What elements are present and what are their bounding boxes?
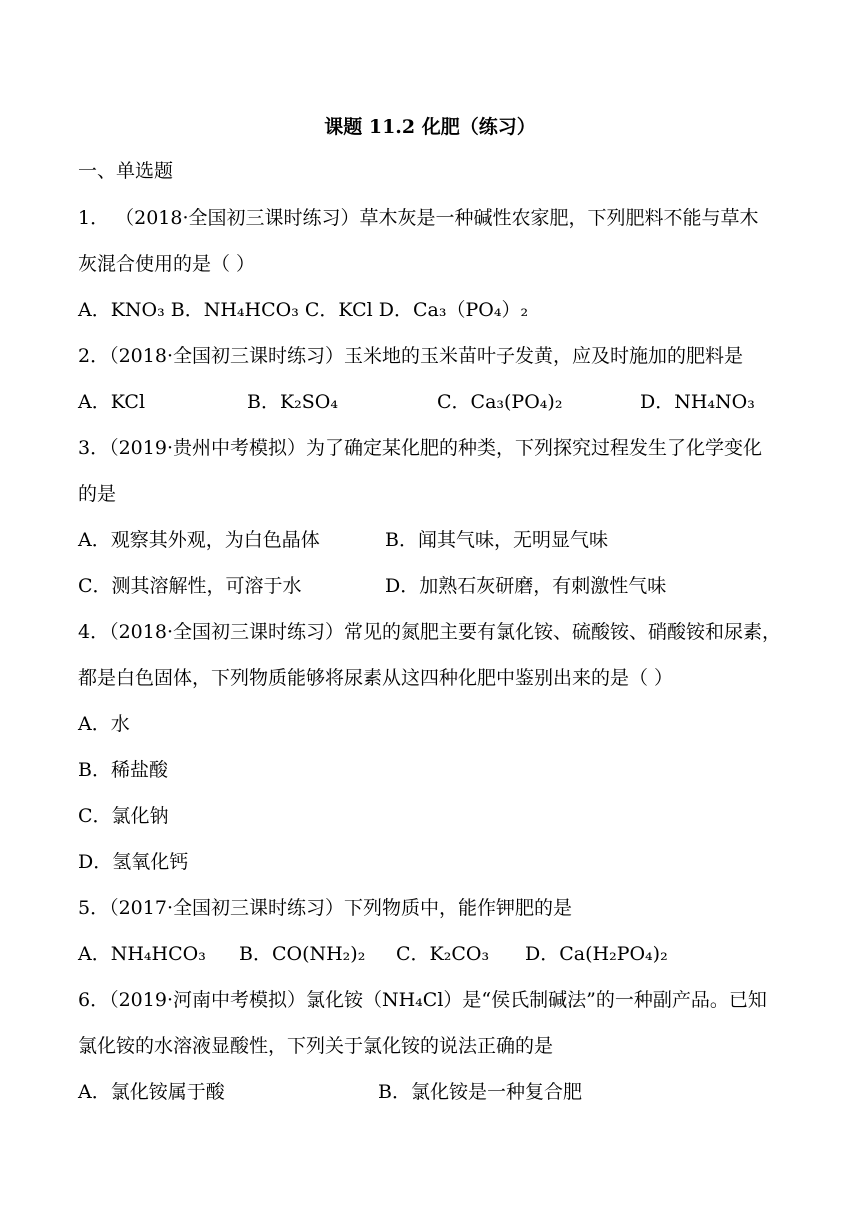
question-2-option-c: C．Ca₃(PO₄)₂ (437, 391, 563, 413)
question-3-line-1: 3．（2019·贵州中考模拟）为了确定某化肥的种类，下列探究过程发生了化学变化 (78, 437, 762, 459)
question-4-option-d: D．氢氧化钙 (78, 851, 189, 873)
question-6-option-b: B．氯化铵是一种复合肥 (378, 1081, 582, 1103)
question-4-option-a: A．水 (78, 713, 130, 735)
page-title: 课题 11.2 化肥（练习） (324, 116, 536, 138)
question-5-line-1: 5．（2017·全国初三课时练习）下列物质中，能作钾肥的是 (78, 897, 572, 919)
question-6-line-1: 6．（2019·河南中考模拟）氯化铵（NH₄Cl）是“侯氏制碱法”的一种副产品。已知 (78, 989, 767, 1011)
question-3-option-a: A．观察其外观，为白色晶体 (78, 529, 320, 551)
question-6-option-a: A．氯化铵属于酸 (78, 1081, 225, 1103)
question-3-option-c: C．测其溶解性，可溶于水 (78, 575, 302, 597)
question-4-option-b: B．稀盐酸 (78, 759, 168, 781)
question-6-line-2: 氯化铵的水溶液显酸性，下列关于氯化铵的说法正确的是 (78, 1035, 554, 1057)
question-2-option-d: D．NH₄NO₃ (640, 391, 755, 413)
question-1-line-1: 1． （2018·全国初三课时练习）草木灰是一种碱性农家肥，下列肥料不能与草木 (78, 207, 759, 229)
question-1-options: A．KNO₃ B．NH₄HCO₃ C．KCl D．Ca₃（PO₄）₂ (78, 299, 529, 321)
question-2-option-b: B．K₂SO₄ (247, 391, 338, 413)
question-4-line-1: 4．（2018·全国初三课时练习）常见的氮肥主要有氯化铵、硫酸铵、硝酸铵和尿素， (78, 621, 781, 643)
question-3-option-d: D．加熟石灰研磨，有刺激性气味 (385, 575, 667, 597)
question-3-option-b: B．闻其气味，无明显气味 (385, 529, 608, 551)
question-5-option-c: C．K₂CO₃ (396, 943, 490, 965)
question-5-option-d: D．Ca(H₂PO₄)₂ (525, 943, 668, 965)
question-4-option-c: C．氯化钠 (78, 805, 169, 827)
section-heading: 一、单选题 (78, 160, 174, 182)
question-1-line-2: 灰混合使用的是（ ） (78, 253, 256, 275)
question-5-option-a: A．NH₄HCO₃ (78, 943, 206, 965)
question-5-option-b: B．CO(NH₂)₂ (239, 943, 366, 965)
question-2-line-1: 2．（2018·全国初三课时练习）玉米地的玉米苗叶子发黄，应及时施加的肥料是 (78, 345, 743, 367)
question-4-line-2: 都是白色固体，下列物质能够将尿素从这四种化肥中鉴别出来的是（ ） (78, 667, 674, 689)
question-2-option-a: A．KCl (78, 391, 146, 413)
question-3-line-2: 的是 (78, 483, 117, 505)
